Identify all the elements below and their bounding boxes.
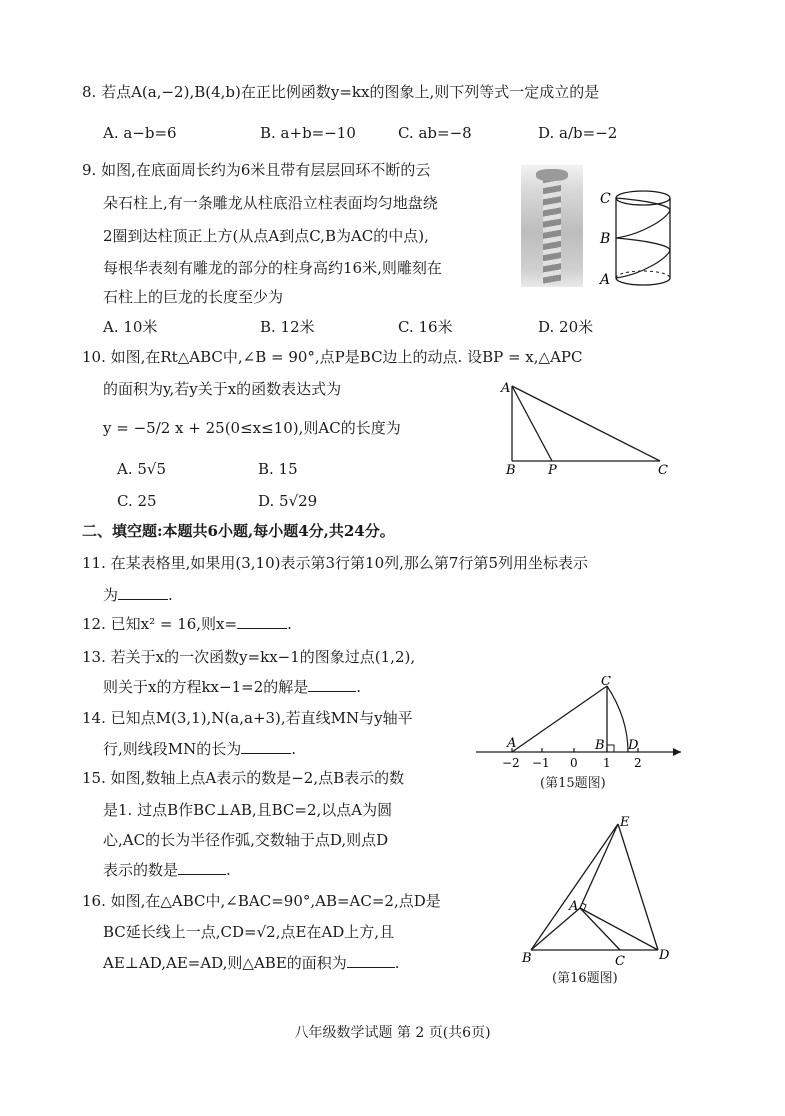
q9-line-3: 2圈到达柱顶正上方(从点A到点C,B为AC的中点),: [103, 227, 429, 245]
q8-stem: 8. 若点A(a,−2),B(4,b)在正比例函数y=kx的图象上,则下列等式一定成立的是: [82, 83, 600, 101]
q15-label-c: C: [601, 676, 611, 689]
q13-line-2: [103, 677, 361, 697]
q15-period: .: [226, 861, 231, 879]
q15-line-4: [103, 860, 231, 880]
q16-triangle-figure: [516, 814, 676, 970]
q11-answer-blank[interactable]: [118, 585, 168, 600]
q13-line-1: 13. 若关于x的一次函数y=kx−1的图象过点(1,2),: [82, 648, 416, 666]
q11-line-2-text: 为: [103, 586, 119, 604]
q10-option-c: C. 25: [117, 492, 157, 510]
q15-tick-2: 2: [634, 756, 642, 770]
q15-answer-blank[interactable]: [178, 860, 226, 875]
q12-text: 12. 已知x² = 16,则x=: [82, 615, 238, 633]
q16-period: .: [394, 954, 400, 972]
q9-line-4: 每根华表刻有雕龙的部分的柱身高约16米,则雕刻在: [103, 259, 442, 277]
q12-line: [82, 614, 292, 634]
q16-line-2: BC延长线上一点,CD=√2,点E在AD上方,且: [103, 923, 395, 941]
q10-option-d: D. 5√29: [258, 492, 318, 510]
q9-line-1: 9. 如图,在底面周长约为6米且带有层层回环不断的云: [82, 161, 431, 179]
q14-answer-blank[interactable]: [241, 739, 291, 754]
q10-option-a: A. 5√5: [117, 460, 167, 478]
q9-option-d: D. 20米: [538, 318, 594, 336]
q15-line-2: 是1. 过点B作BC⊥AB,且BC=2,以点A为圆: [103, 801, 393, 819]
q9-option-a: A. 10米: [103, 318, 158, 336]
q15-tick-1: 1: [603, 756, 611, 770]
q16-line-3-text: AE⊥AD,AE=AD,则△ABE的面积为: [103, 954, 347, 972]
q11-line-1: 11. 在某表格里,如果用(3,10)表示第3行第10列,那么第7行第5列用坐标表示: [82, 554, 588, 572]
q13-answer-blank[interactable]: [308, 677, 356, 692]
q9-line-2: 朵石柱上,有一条雕龙从柱底沿立柱表面均匀地盘绕: [103, 194, 438, 212]
q8-option-a: A. a−b=6: [103, 124, 177, 142]
q16-label-c: C: [615, 954, 625, 969]
q15-label-a: A: [507, 736, 517, 751]
q15-tick-neg1: −1: [532, 756, 550, 770]
q15-label-d: D: [628, 738, 639, 753]
q16-label-d: D: [659, 948, 670, 963]
q13-period: .: [356, 678, 362, 696]
q14-line-1: 14. 已知点M(3,1),N(a,a+3),若直线MN与y轴平: [82, 709, 413, 727]
q11-line-2: [103, 585, 173, 605]
q9-cylinder-figure: [598, 186, 676, 290]
q14-line-2-text: 行,则线段MN的长为: [103, 740, 242, 758]
q9-option-c: C. 16米: [398, 318, 453, 336]
q10-label-p: P: [548, 463, 557, 478]
q16-answer-blank[interactable]: [347, 953, 395, 968]
q10-line-3: y = −5/2 x + 25(0≤x≤10),则AC的长度为: [103, 419, 401, 437]
pillar-image: [543, 177, 561, 285]
page-footer: 八年级数学试题 第 2 页(共6页): [294, 1025, 491, 1041]
pillar-cap-image: [536, 169, 568, 181]
q10-line-2: 的面积为y,若y关于x的函数表达式为: [103, 380, 342, 398]
q16-label-a: A: [569, 899, 579, 914]
q10-label-b: B: [506, 463, 516, 478]
huabiao-photo: [521, 165, 583, 287]
q9-option-b: B. 12米: [260, 318, 315, 336]
q14-line-2: [103, 739, 296, 759]
q9-line-5: 石柱上的巨龙的长度至少为: [103, 288, 284, 306]
q15-line-3: 心,AC的长为半径作弧,交数轴于点D,则点D: [103, 831, 389, 849]
q8-option-c: C. ab=−8: [398, 124, 472, 142]
section-2-header: 二、填空题:本题共6小题,每小题4分,共24分。: [82, 522, 395, 540]
q15-figure-caption: (第15题图): [540, 776, 606, 791]
q14-period: .: [291, 740, 297, 758]
q15-tick-neg2: −2: [502, 756, 520, 770]
q11-period: .: [168, 586, 173, 604]
q15-line-1: 15. 如图,数轴上点A表示的数是−2,点B表示的数: [82, 769, 405, 787]
q12-period: .: [287, 615, 292, 633]
q16-line-3: [103, 953, 400, 973]
q8-option-d: D. a/b=−2: [538, 124, 618, 142]
q16-label-e: E: [620, 815, 630, 830]
q10-line-1: 10. 如图,在Rt△ABC中,∠B = 90°,点P是BC边上的动点. 设BP = x,△APC: [82, 348, 583, 366]
q10-triangle-figure: [498, 378, 678, 478]
q15-label-b: B: [595, 738, 605, 753]
q12-answer-blank[interactable]: [237, 614, 287, 629]
q10-option-b: B. 15: [258, 460, 298, 478]
q15-tick-0: 0: [570, 756, 578, 770]
q9-label-c: C: [600, 191, 611, 207]
q16-label-b: B: [522, 951, 532, 966]
q9-label-a: A: [600, 272, 611, 288]
q8-option-b: B. a+b=−10: [260, 124, 356, 142]
q16-line-1: 16. 如图,在△ABC中,∠BAC=90°,AB=AC=2,点D是: [82, 892, 441, 910]
q16-figure-caption: (第16题图): [552, 971, 618, 986]
q10-label-a: A: [501, 381, 511, 396]
q13-line-2-text: 则关于x的方程kx−1=2的解是: [103, 678, 309, 696]
q15-line-4-text: 表示的数是: [103, 861, 179, 879]
q15-numberline-figure: [476, 676, 688, 770]
q10-label-c: C: [658, 463, 668, 478]
q9-label-b: B: [600, 231, 611, 247]
